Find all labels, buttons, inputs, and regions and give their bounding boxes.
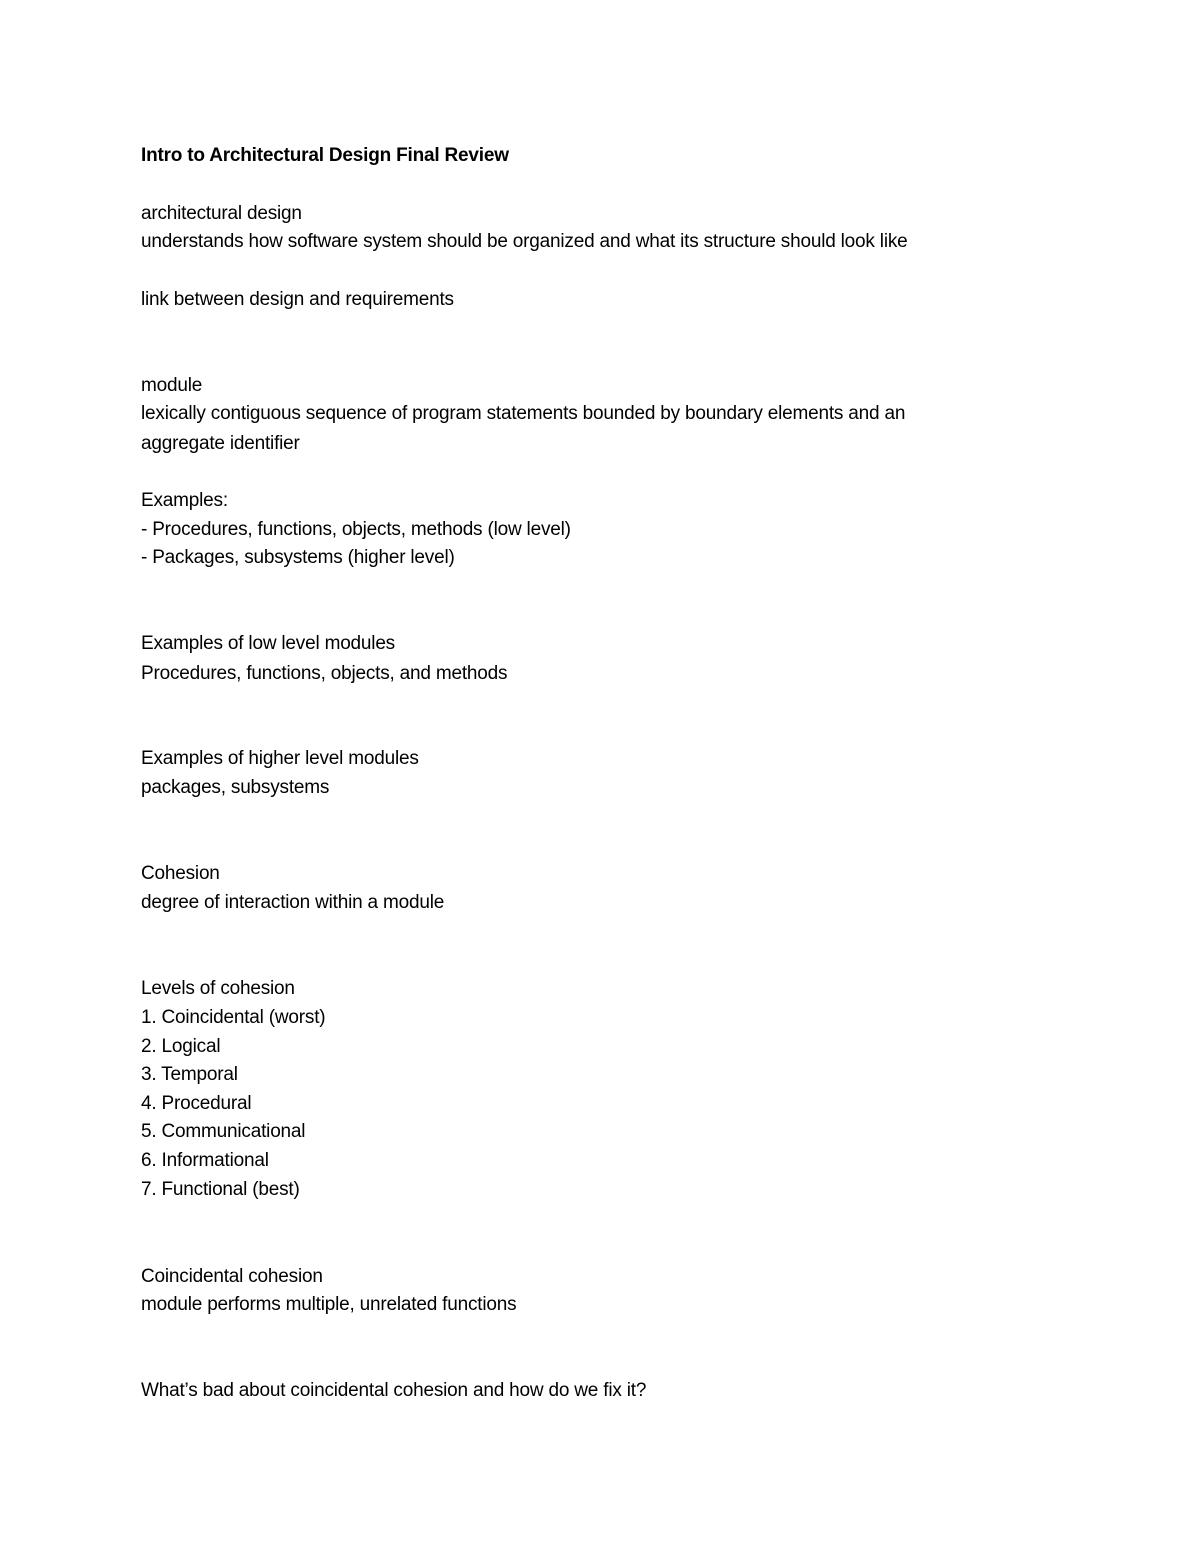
definition-low-level-modules: Procedures, functions, objects, and methods (141, 663, 508, 684)
list-item: 5. Communicational (141, 1121, 306, 1142)
term-low-level-modules: Examples of low level modules (141, 633, 395, 654)
examples-heading: Examples: (141, 490, 228, 511)
document-title: Intro to Architectural Design Final Review (141, 145, 509, 166)
list-item: 7. Functional (best) (141, 1179, 300, 1200)
term-higher-level-modules: Examples of higher level modules (141, 748, 419, 769)
list-item: 1. Coincidental (worst) (141, 1007, 326, 1028)
list-item: - Packages, subsystems (higher level) (141, 547, 455, 568)
list-item: - Procedures, functions, objects, methods (low level) (141, 519, 571, 540)
list-item: 4. Procedural (141, 1093, 252, 1114)
list-item: 2. Logical (141, 1036, 221, 1057)
term-cohesion: Cohesion (141, 863, 220, 884)
term-coincidental-cohesion: Coincidental cohesion (141, 1266, 323, 1287)
definition-coincidental-cohesion: module performs multiple, unrelated functions (141, 1294, 517, 1315)
list-item: 3. Temporal (141, 1064, 238, 1085)
review-question: What’s bad about coincidental cohesion and how do we fix it? (141, 1380, 647, 1401)
definition-module-line2: aggregate identifier (141, 433, 300, 454)
definition-module-line1: lexically contiguous sequence of program statements bounded by boundary elements and an (141, 403, 906, 424)
term-module: module (141, 375, 203, 396)
note-design-requirements: link between design and requirements (141, 289, 454, 310)
definition-architectural-design: understands how software system should be organized and what its structure should look like (141, 231, 908, 252)
definition-higher-level-modules: packages, subsystems (141, 777, 330, 798)
term-architectural-design: architectural design (141, 203, 302, 224)
definition-cohesion: degree of interaction within a module (141, 892, 445, 913)
list-item: 6. Informational (141, 1150, 269, 1171)
term-levels-of-cohesion: Levels of cohesion (141, 978, 295, 999)
